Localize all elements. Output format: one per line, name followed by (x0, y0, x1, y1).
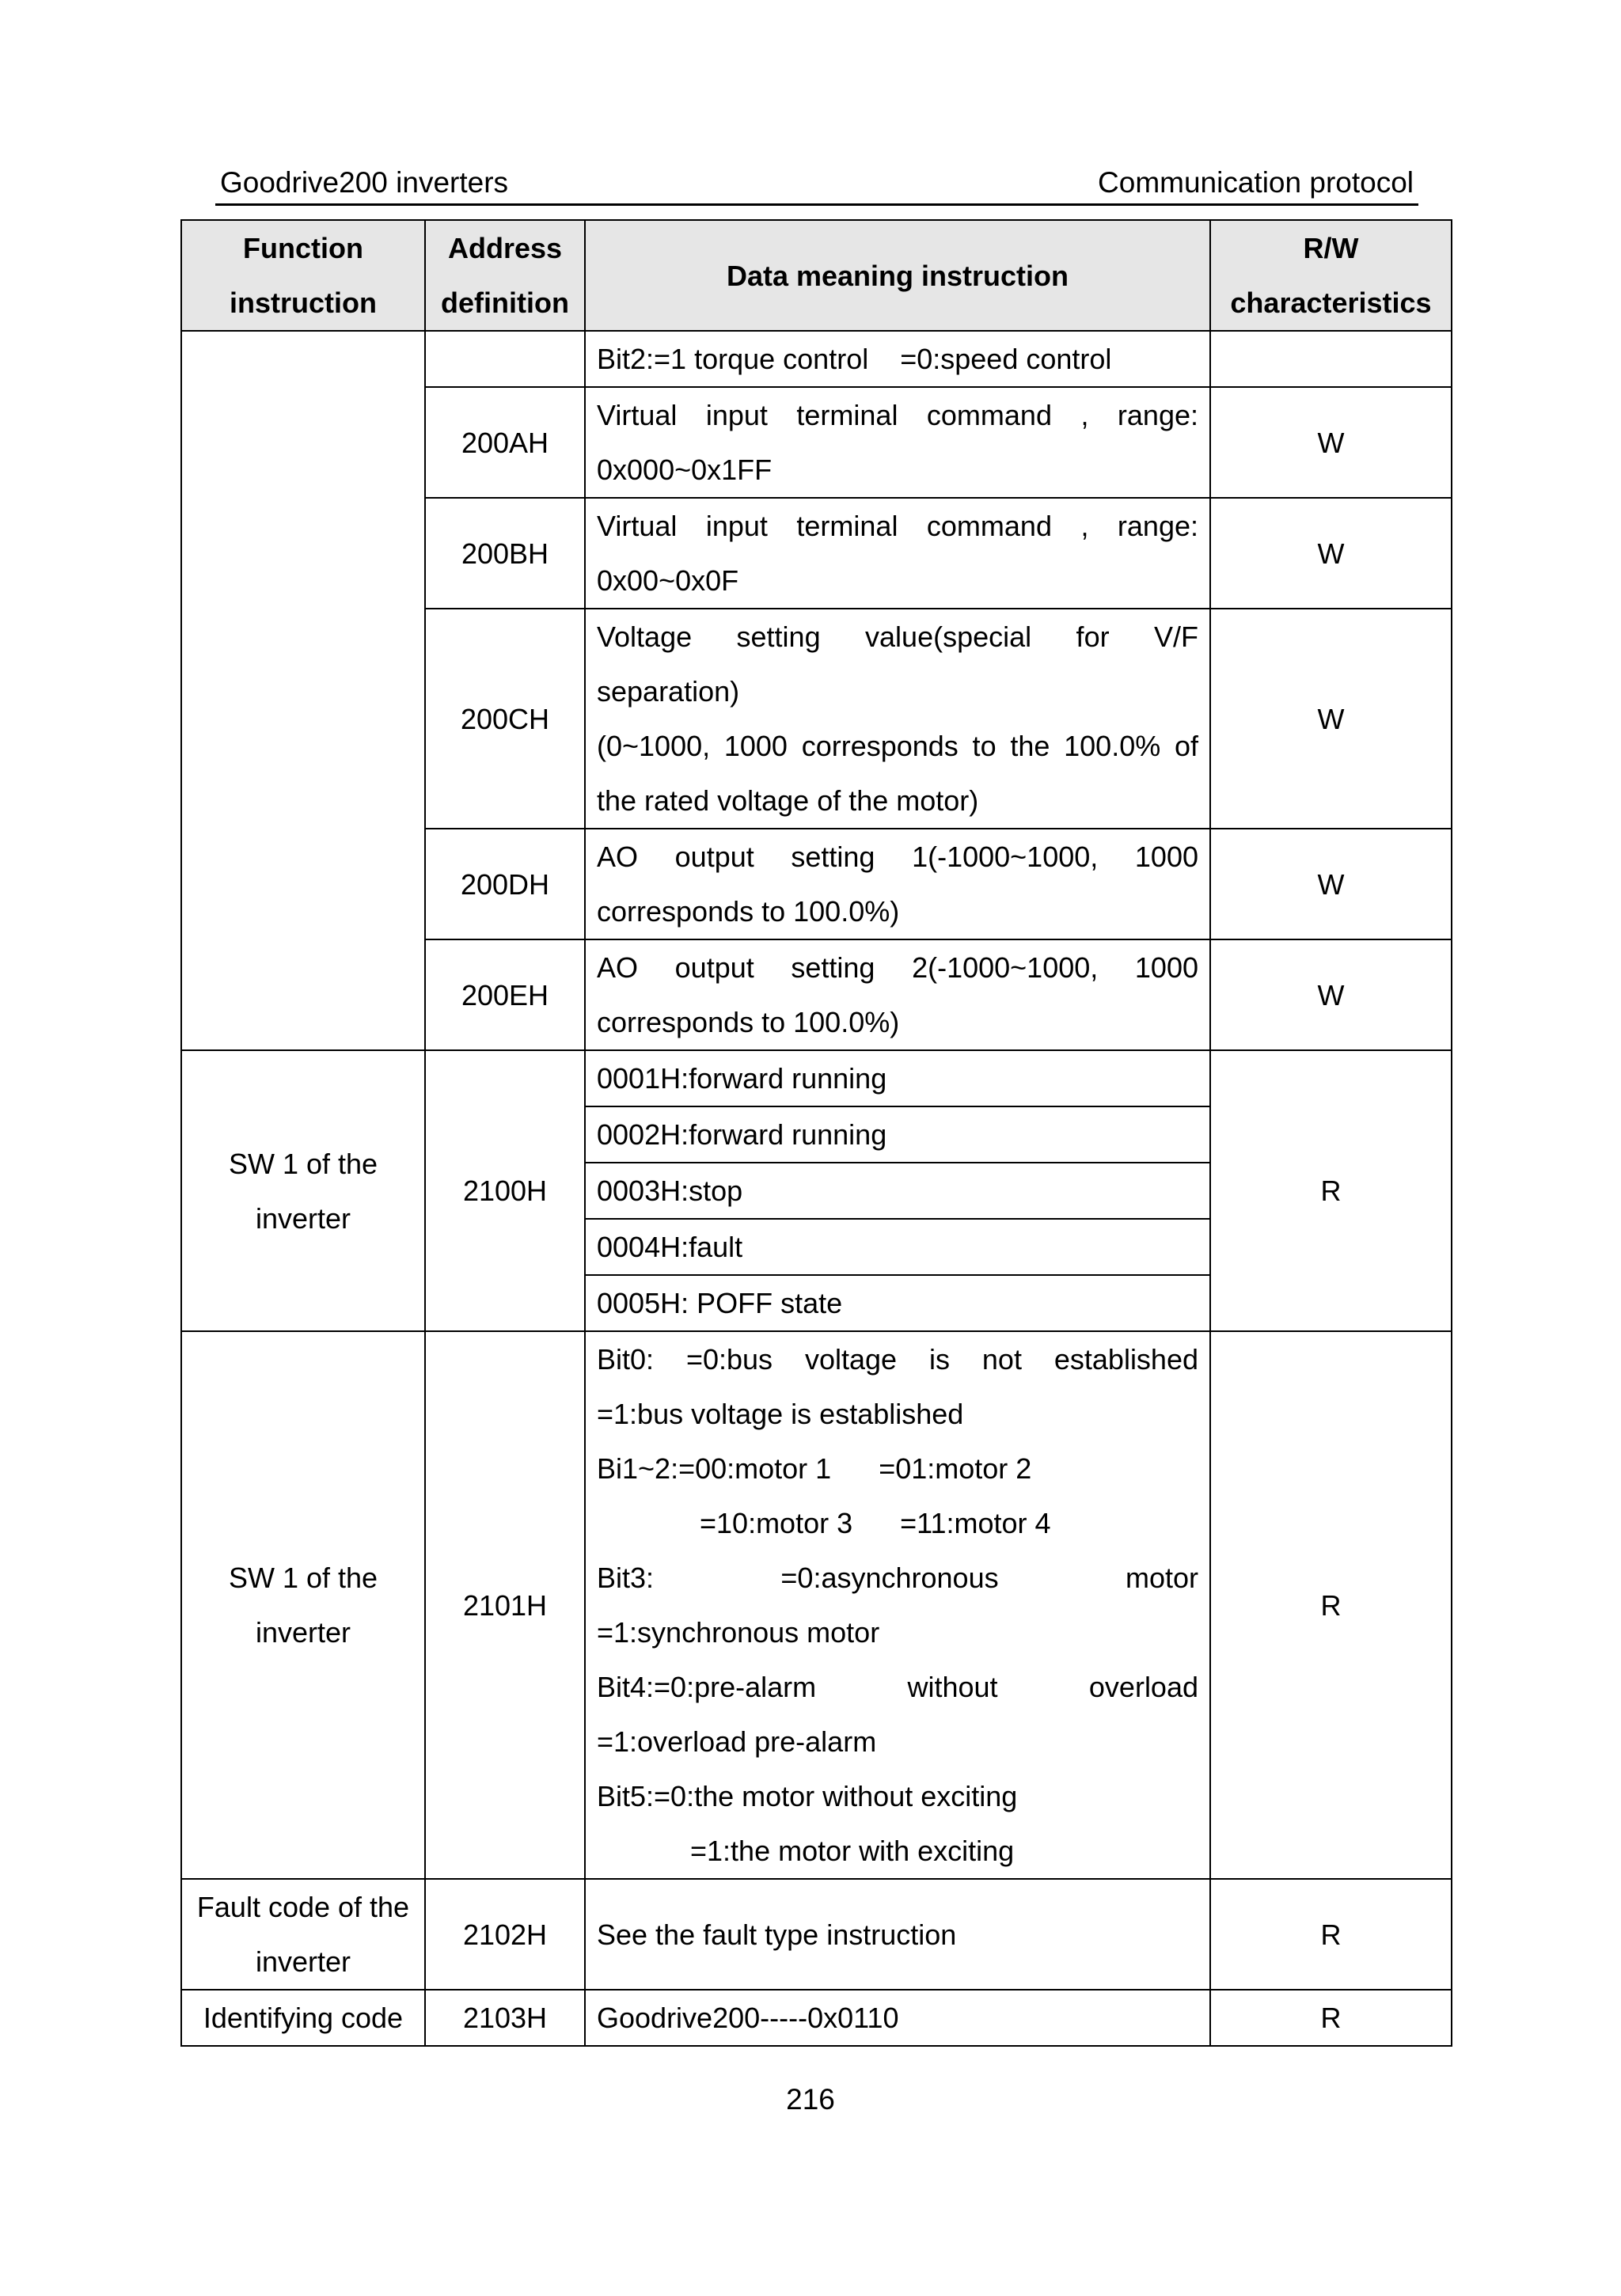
address-cell: 2103H (425, 1990, 585, 2046)
function-cell: SW 1 of the inverter (181, 1331, 425, 1879)
table-row (181, 331, 1452, 387)
rw-cell (1210, 331, 1452, 387)
address-cell: 200DH (425, 829, 585, 939)
address-cell: 200CH (425, 609, 585, 829)
rw-cell: R (1210, 1990, 1452, 2046)
rw-cell: W (1210, 829, 1452, 939)
rw-cell: R (1210, 1050, 1452, 1331)
header-section: Communication protocol (1098, 166, 1414, 199)
col-header-address: Address definition (425, 220, 585, 331)
rw-cell: W (1210, 939, 1452, 1050)
address-cell: 2100H (425, 1050, 585, 1331)
status-item: 0003H:stop (585, 1163, 1210, 1219)
table-row (181, 1879, 1452, 1990)
address-cell: 200BH (425, 498, 585, 609)
function-cell: Fault code of the inverter (181, 1879, 425, 1990)
header-product: Goodrive200 inverters (220, 166, 509, 199)
table-header-row (181, 220, 1452, 331)
address-cell: 2101H (425, 1331, 585, 1879)
table-row (181, 1050, 1452, 1106)
data-cell: AO output setting 1(-1000~1000, 1000 corresponds to 100.0%) (585, 829, 1210, 939)
rw-cell: W (1210, 387, 1452, 498)
function-cell: Identifying code (181, 1990, 425, 2046)
address-cell: 2102H (425, 1879, 585, 1990)
page-header (215, 162, 1418, 206)
data-cell: Bit0: =0:bus voltage is not established =1:bus voltage is established Bi1~2:=00:motor 1 =01:motor 2 =10:motor 3 =11:motor 4 Bit3: =0:asynchronous motor =1:synchronous motor Bit4:=0:pre-alarm without overload =1:overload pre-alarm Bit5:=0:the motor without exciting =1:the motor with exciting (585, 1331, 1210, 1879)
protocol-table (180, 219, 1452, 2047)
col-header-function: Function instruction (181, 220, 425, 331)
col-header-data: Data meaning instruction (585, 220, 1210, 331)
page-number: 216 (786, 2083, 835, 2116)
rw-cell: R (1210, 1879, 1452, 1990)
table-row (181, 1331, 1452, 1879)
status-item: 0002H:forward running (585, 1106, 1210, 1163)
data-cell: Voltage setting value(special for V/F separation) (0~1000, 1000 corresponds to the 100.0% of the rated voltage of the motor) (585, 609, 1210, 829)
data-cell: Goodrive200-----0x0110 (585, 1990, 1210, 2046)
status-item: 0004H:fault (585, 1219, 1210, 1275)
status-item: 0005H: POFF state (585, 1275, 1210, 1331)
data-cell: Virtual input terminal command , range: 0x00~0x0F (585, 498, 1210, 609)
function-cell-empty (181, 331, 425, 1050)
col-header-rw: R/W characteristics (1210, 220, 1452, 331)
rw-cell: R (1210, 1331, 1452, 1879)
data-cell: See the fault type instruction (585, 1879, 1210, 1990)
function-cell: SW 1 of the inverter (181, 1050, 425, 1331)
data-cell: AO output setting 2(-1000~1000, 1000 corresponds to 100.0%) (585, 939, 1210, 1050)
address-cell: 200AH (425, 387, 585, 498)
rw-cell: W (1210, 609, 1452, 829)
table-row (181, 1990, 1452, 2046)
rw-cell: W (1210, 498, 1452, 609)
status-item: 0001H:forward running (585, 1050, 1210, 1106)
data-cell: Bit2:=1 torque control =0:speed control (585, 331, 1210, 387)
address-cell: 200EH (425, 939, 585, 1050)
address-cell (425, 331, 585, 387)
data-cell: Virtual input terminal command , range: 0x000~0x1FF (585, 387, 1210, 498)
